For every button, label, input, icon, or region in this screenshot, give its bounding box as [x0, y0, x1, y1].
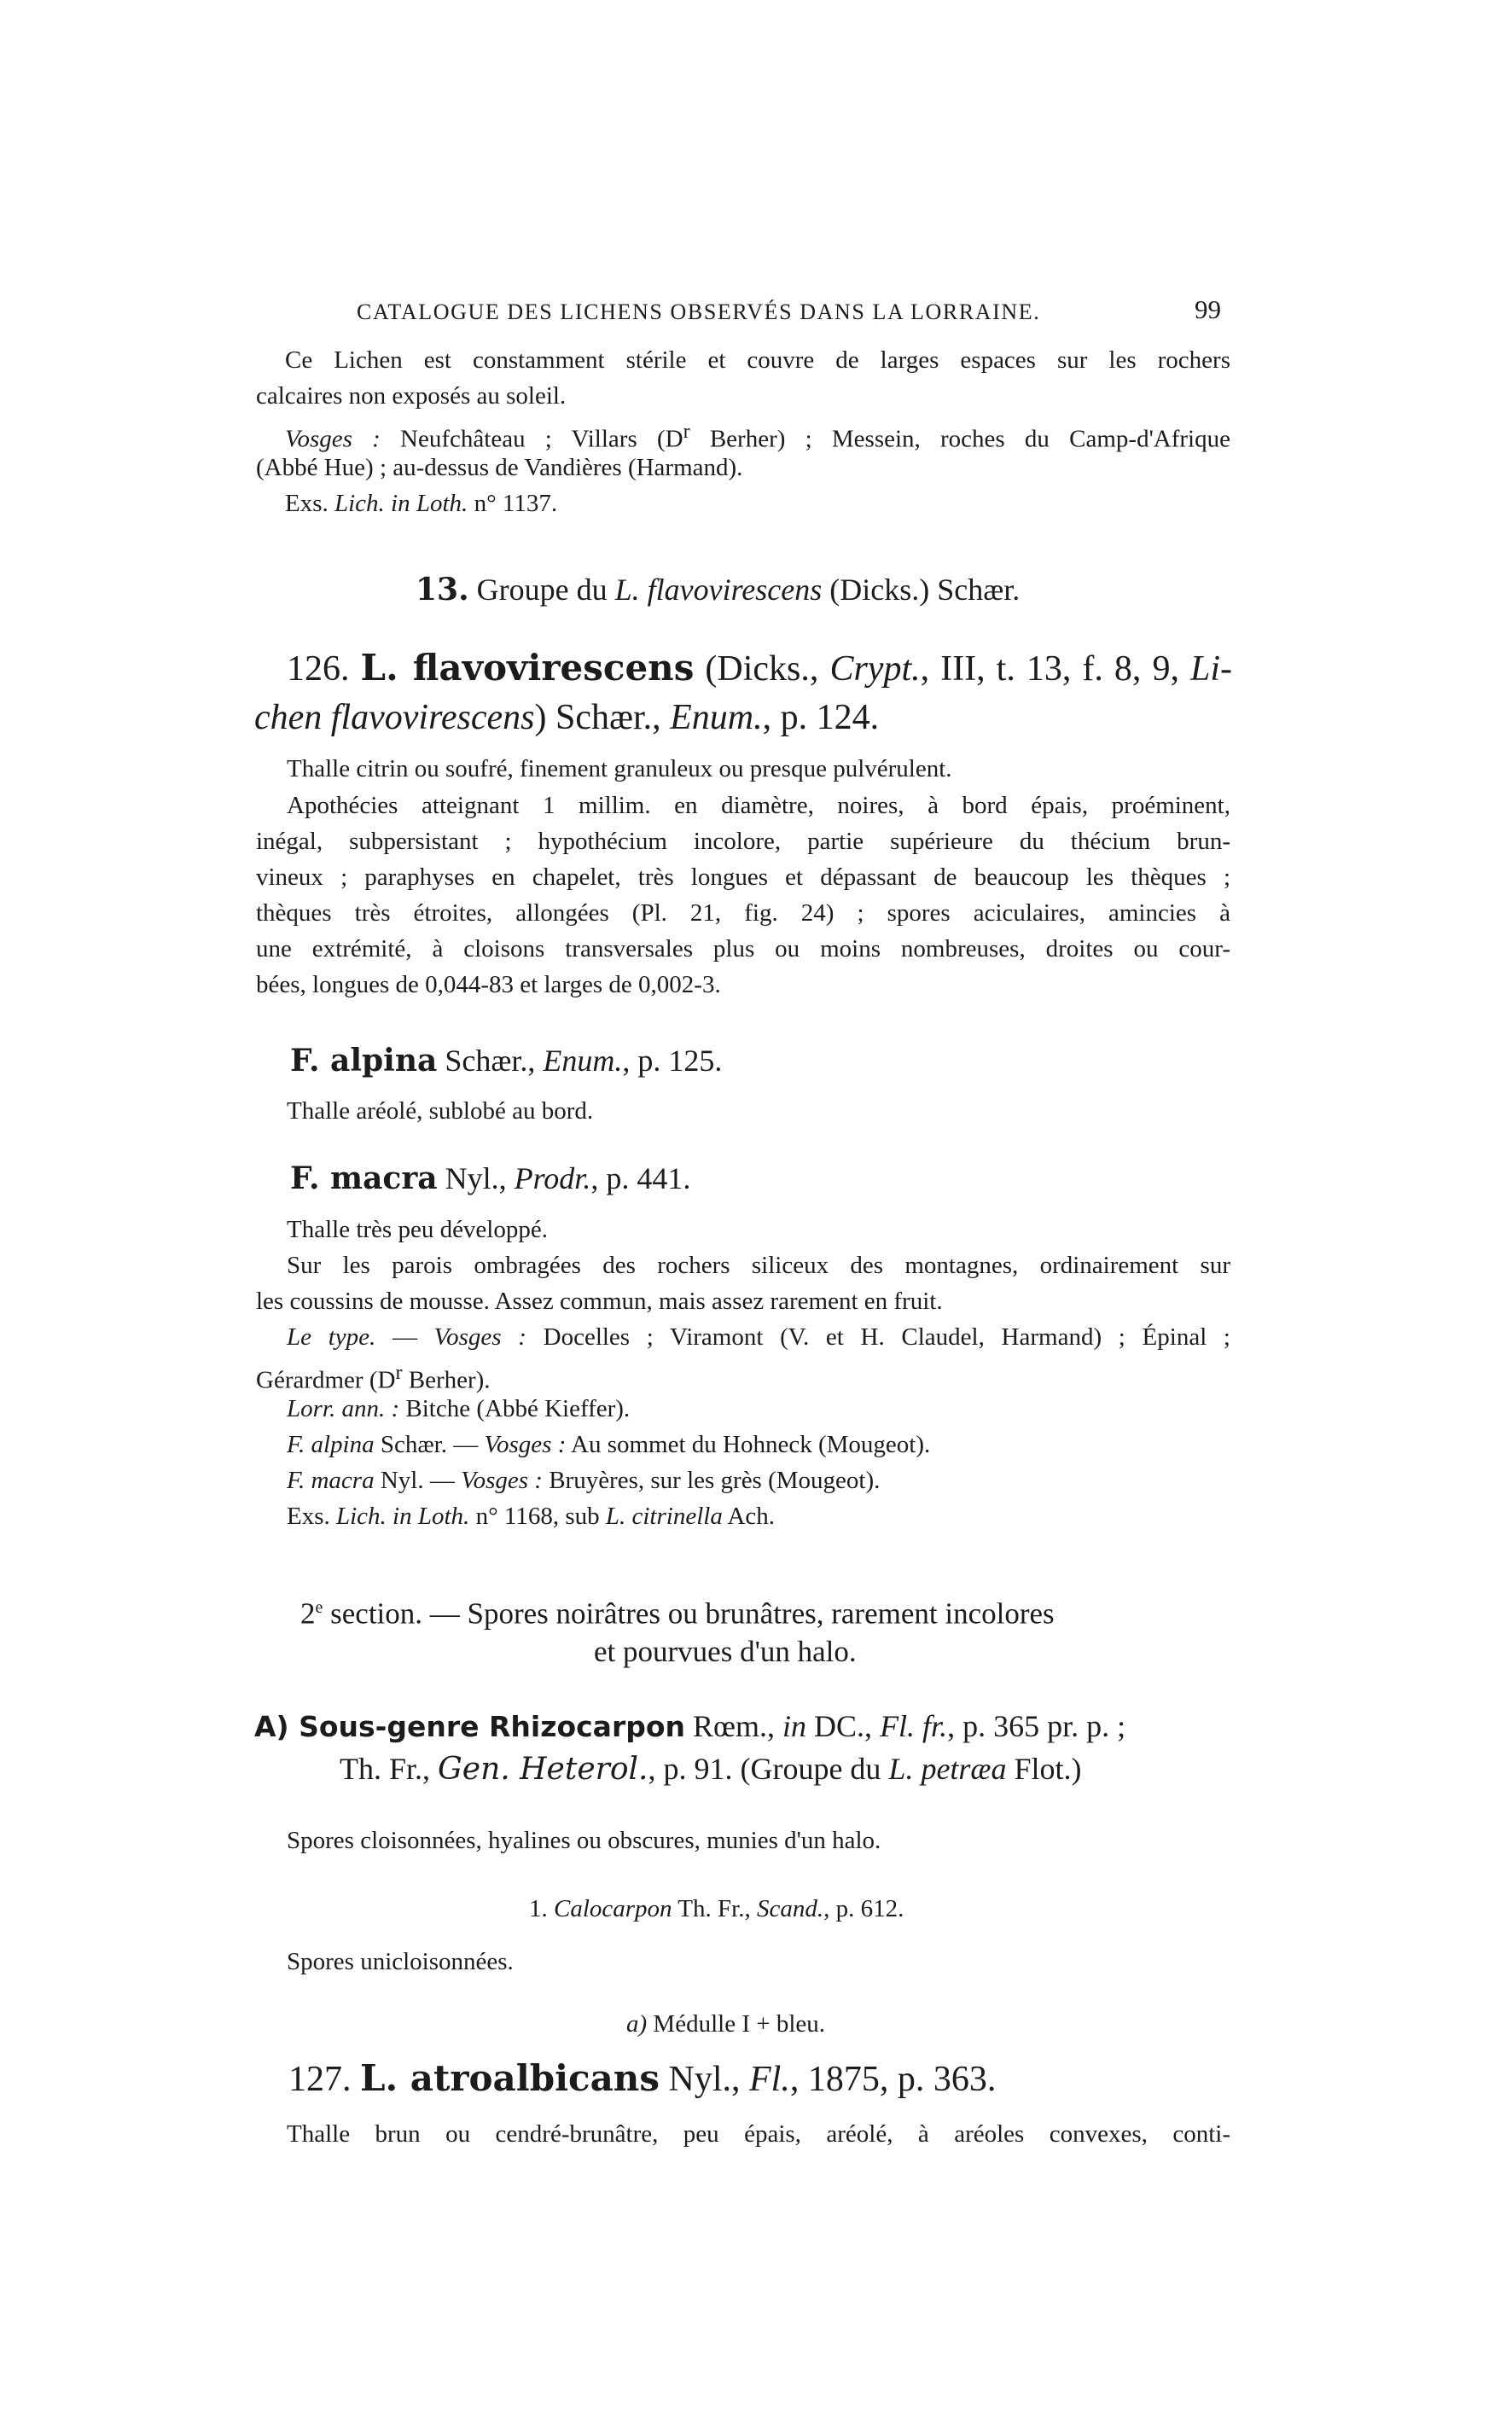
form-macra-desc-8: F. macra Nyl. — Vosges : Bruyères, sur les grès (Mougeot). — [287, 1467, 881, 1494]
species-127-desc-1: Thalle brun ou cendré-brunâtre, peu épais, aréolé, à aréoles convexes, conti- — [287, 2120, 1230, 2148]
intro-line-5: Exs. Lich. in Loth. n° 1137. — [285, 490, 558, 517]
form-macra-desc-6: Lorr. ann. : Bitche (Abbé Kieffer). — [287, 1395, 631, 1422]
species-127-heading: 127. L. atroalbicans Nyl., Fl., 1875, p. 363. — [288, 2057, 997, 2099]
form-macra-desc-1: Thalle très peu développé. — [287, 1216, 548, 1243]
section-2-heading-line-1: 2e section. — Spores noirâtres ou brunâtres, rarement incolores — [300, 1596, 1055, 1631]
species-126-heading-line-2: chen flavovirescens) Schær., Enum., p. 124. — [254, 698, 880, 737]
form-macra-heading: F. macra Nyl., Prodr., p. 441. — [290, 1160, 691, 1196]
section-2-heading-line-2: et pourvues d'un halo. — [594, 1635, 857, 1668]
form-macra-desc-2: Sur les parois ombragées des rochers siliceux des montagnes, ordinairement sur — [287, 1252, 1230, 1279]
form-macra-desc-7: F. alpina Schær. — Vosges : Au sommet du Hohneck (Mougeot). — [287, 1431, 931, 1458]
species-126-desc-5: thèques très étroites, allongées (Pl. 21, fig. 24) ; spores aciculaires, amincies à — [256, 899, 1230, 927]
intro-line-3: Vosges : Neufchâteau ; Villars ($D^r$ Berher) ; Messein, roches du Camp-d'Afrique — [285, 420, 1230, 453]
species-126-desc-6: une extrémité, à cloisons transversales plus ou moins nombreuses, droites ou cour- — [256, 935, 1230, 962]
species-126-desc-2: Apothécies atteignant 1 millim. en diamètre, noires, à bord épais, proéminent, — [287, 792, 1230, 819]
subgenus-heading-line-2: Th. Fr., Gen. Heterol., p. 91. (Groupe du L. petræa Flot.) — [340, 1752, 1082, 1787]
form-macra-desc-3: les coussins de mousse. Assez commun, mais assez rarement en fruit. — [256, 1288, 943, 1315]
subgenus-heading-line-1: A) Sous-genre Rhizocarpon Rœm., in DC., Fl. fr., p. 365 pr. p. ; — [254, 1709, 1126, 1743]
group-13-heading: 13. Groupe du L. flavovirescens (Dicks.) Schær. — [416, 572, 1021, 608]
species-126-desc-3: inégal, subpersistant ; hypothécium incolore, partie supérieure du thécium brun- — [256, 828, 1230, 855]
form-alpina-heading: F. alpina Schær., Enum., p. 125. — [290, 1043, 723, 1079]
form-macra-desc-9: Exs. Lich. in Loth. n° 1168, sub L. citrinella Ach. — [287, 1503, 776, 1530]
medulla-heading: a) Médulle I + bleu. — [626, 2010, 826, 2038]
calocarpon-heading: 1. Calocarpon Th. Fr., Scand., p. 612. — [529, 1895, 904, 1922]
intro-line-2: calcaires non exposés au soleil. — [256, 382, 567, 410]
calocarpon-desc: Spores unicloisonnées. — [287, 1948, 514, 1975]
running-title: CATALOGUE DES LICHENS OBSERVÉS DANS LA LORRAINE. — [357, 299, 1041, 324]
form-macra-desc-4: Le type. — Vosges : Docelles ; Viramont (V. et H. Claudel, Harmand) ; Épinal ; — [287, 1323, 1230, 1351]
intro-line-1: Ce Lichen est constamment stérile et couvre de larges espaces sur les rochers — [285, 346, 1230, 374]
form-macra-desc-5: Gérardmer ($D^r$ Berher). — [256, 1361, 491, 1394]
form-alpina-desc: Thalle aréolé, sublobé au bord. — [287, 1097, 594, 1125]
species-126-heading-line-1: 126. L. flavovirescens (Dicks., Crypt., III, t. 13, f. 8, 9, Li- — [287, 647, 1233, 689]
page-number: 99 — [1195, 294, 1221, 324]
subgenus-desc: Spores cloisonnées, hyalines ou obscures, munies d'un halo. — [287, 1827, 881, 1854]
intro-line-4: (Abbé Hue) ; au-dessus de Vandières (Harmand). — [256, 454, 743, 481]
species-126-desc-4: vineux ; paraphyses en chapelet, très longues et dépassant de beaucoup les thèques ; — [256, 864, 1230, 891]
species-126-desc-7: bées, longues de 0,044-83 et larges de 0,002-3. — [256, 971, 721, 998]
species-126-desc-1: Thalle citrin ou soufré, finement granuleux ou presque pulvérulent. — [287, 755, 952, 782]
